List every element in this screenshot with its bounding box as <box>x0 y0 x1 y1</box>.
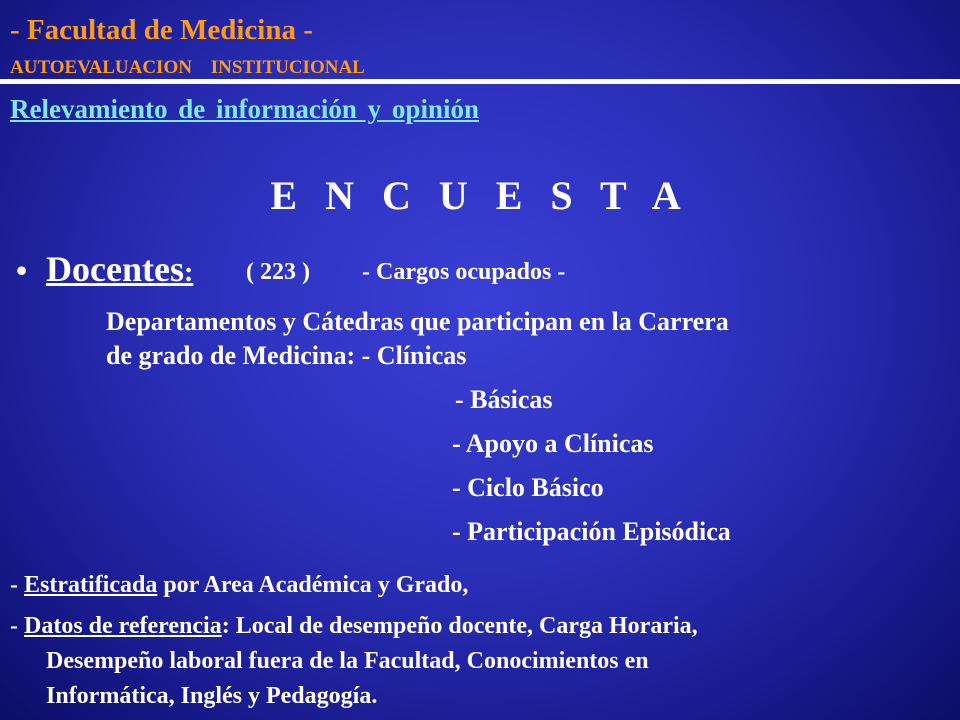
section-title: Relevamiento de información y opinión <box>10 94 479 124</box>
docentes-count: ( 223 ) <box>246 259 310 285</box>
datos-line-3: Informática, Inglés y Pedagogía. <box>46 683 378 709</box>
institutional-subtitle: AUTOEVALUACION INSTITUCIONAL <box>10 57 365 78</box>
category-apoyo-clinicas: - Apoyo a Clínicas <box>452 429 654 458</box>
estratificada-prefix: - <box>10 572 24 598</box>
estratificada-line <box>10 572 468 599</box>
page-title: E N C U E S T A <box>270 173 690 218</box>
header-divider <box>0 79 960 84</box>
datos-line-1 <box>10 613 698 640</box>
docentes-label: Docentes <box>46 249 184 289</box>
estratificada-rest: por Area Académica y Grado, <box>157 572 469 598</box>
docentes-colon: : <box>183 257 194 288</box>
datos-rest: : Local de desempeño docente, Carga Horaria, <box>221 613 698 639</box>
bullet-icon: • <box>16 252 28 288</box>
cargos-label: - Cargos ocupados - <box>362 259 566 285</box>
docentes-heading <box>46 248 193 290</box>
datos-prefix: - <box>10 613 24 639</box>
datos-term: Datos de referencia <box>24 613 222 639</box>
category-basicas: - Básicas <box>455 385 553 414</box>
description-line-1: Departamentos y Cátedras que participan en la Carrera <box>106 307 729 336</box>
category-participacion-episodica: - Participación Episódica <box>452 517 731 546</box>
estratificada-term: Estratificada <box>24 572 158 598</box>
category-ciclo-basico: - Ciclo Básico <box>452 473 604 502</box>
description-line-2: de grado de Medicina: - Clínicas <box>106 341 467 370</box>
datos-line-2: Desempeño laboral fuera de la Facultad, Conocimientos en <box>46 648 649 674</box>
faculty-title: - Facultad de Medicina - <box>10 14 313 46</box>
